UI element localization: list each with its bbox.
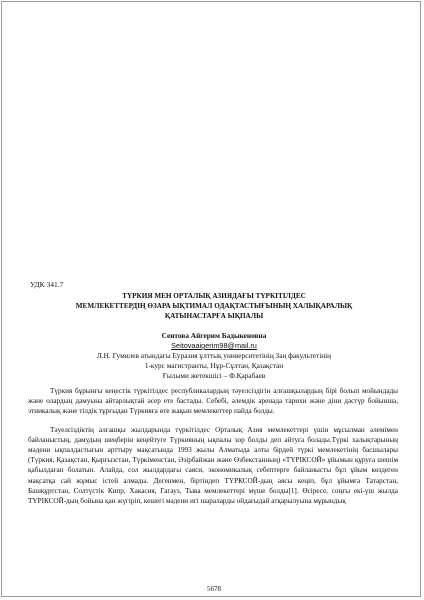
document-page: [1, 1, 421, 597]
page-number: 5678: [207, 585, 221, 593]
article-body: [28, 386, 398, 514]
author-email-link[interactable]: Seitovaaigerim98@mail.ru: [171, 341, 257, 350]
udk-code: УДК 341.7: [30, 280, 64, 289]
title-line: МЕМЛЕКЕТТЕРДІҢ ӨЗАРА ЫҚТИМАЛ ОДАҚТАСТЫҒЫНЫҢ ХАЛЫҚАРАЛЫҚ: [75, 302, 353, 310]
body-paragraph: Тәуелсіздіктің алғашқы жылдарында түркітілдес Орталық Азия мемлекеттері үшін мұсылман әлемімен байланыстың, дамудың шеңберін кеңейтуге Түркияның ықпалы зор болды деп айтуға болады.Түркі халықтарының мәдени ықпалдастығын арттыру мақсатында 1993 жылы Алматыда алты бірдей түркі мемлекетінің басшылары (Түркия, Қазақстан, Қырғызстан, Түркіменстан, Әзірбайжан және Өзбекстанның) «ТҮРІКСОЙ» ұйымын құруға шешім қабылдаған болатын. Алайда, сол жылдардағы саяси, экономикалық себептерге байланысты бұл ұйым көздеген мақсатқа сай жұмыс істей алмады. Дегенмен, біртіндеп ТҮРКСОЙ-дың аясы кеңіп, бұл ұйымға Татарстан, Башқұртстан, Солтүстік Кипр, Хакасия, Гагауз, Тыва мемлекеттері мүше болды[1]. Өсіресе, соңғы екі-үш жылда ТҮРІКСОЙ-дың бойына қан жүгіріп, кешегі мәдени игі шараларды ойдағыдай атқарылуына мұрындық: [28, 425, 398, 506]
article-title: [22, 291, 406, 321]
title-line: ТҮРКИЯ МЕН ОРТАЛЫҚ АЗИЯДАҒЫ ТҮРКІТІЛДЕС: [122, 292, 306, 300]
author-affiliation: Л.Н. Гумилев атындағы Еуразия ұлттық университетінің Заң факультетінің: [96, 351, 332, 360]
supervisor: Ғылыми жетекшісі – Ф.Қарабаев: [162, 371, 266, 380]
author-position: 1-курс магистранты, Нұр-Сұлтан, Қазақстан: [144, 361, 284, 370]
title-line: ҚАТЫНАСТАРҒА ЫҚПАЛЫ: [164, 312, 264, 320]
author-name: Сеитова Айгерим Бадыкеновна: [161, 331, 267, 340]
body-paragraph: Түркия бұрынғы кеңестік түркітілдес республикалардың тәуелсіздігін алғашқылардың бірі болып мойындады және олардың дамуына айтарлықтай әсер ете бастады. Себебі, әлемдік аренада тарихи және діни дәстүр бойынша, этникалық және тілдік тұрғыдан Түркияға өте жақын мемлекеттер пайда болды.: [28, 387, 398, 416]
author-block: [22, 331, 406, 381]
